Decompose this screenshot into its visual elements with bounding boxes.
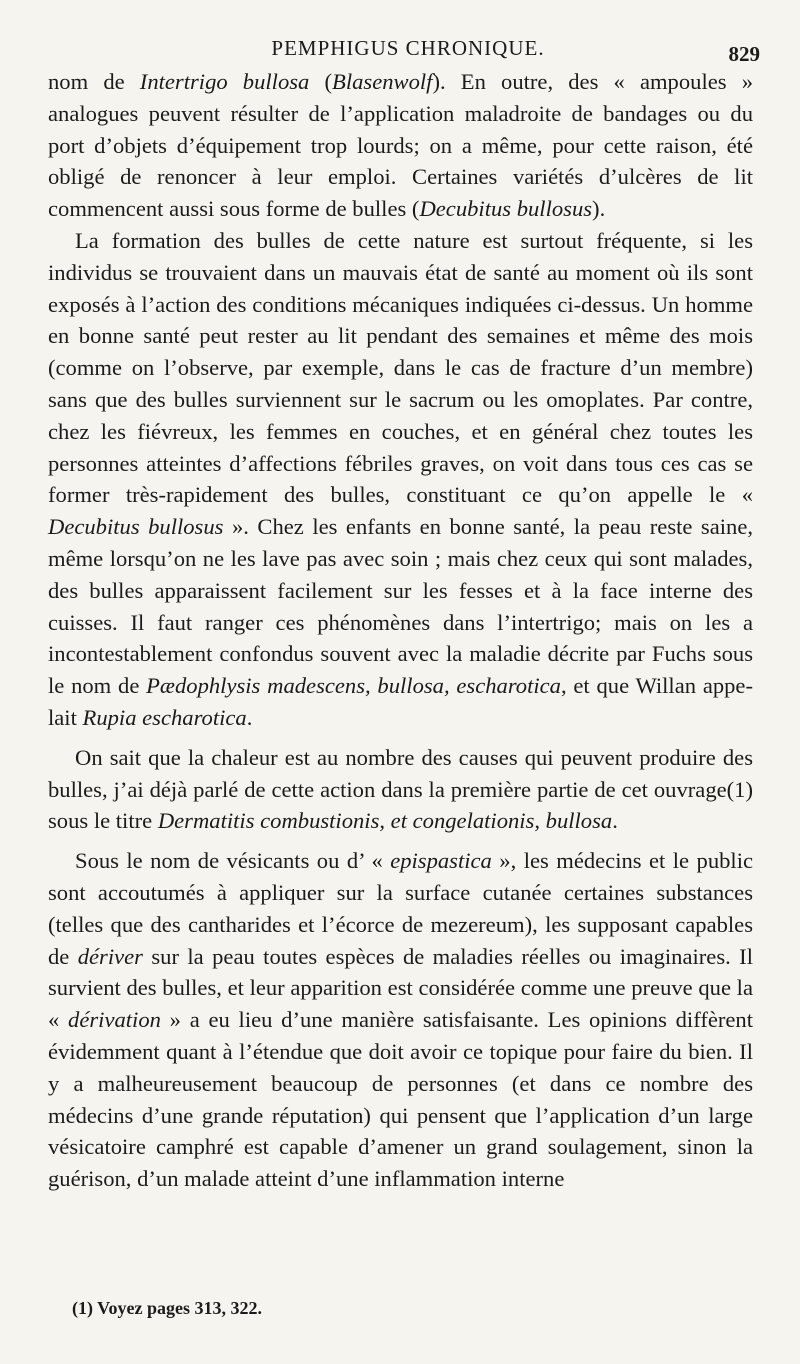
text-run: ». Chez les enfants en bonne santé, la peau reste saine, même lorsqu’on ne les lave pas avec soin ; mais chez ceux qui sont malades, des bulles apparaissent facilement sur les fesses et à la face interne des cuisses. Il faut ranger ces phénomènes dans l’intertrigo; mais on les a incontestablement confondus souvent avec la maladie décrite par Fuchs sous le nom de xyxy=(48,514,753,699)
italic-term: epispastica xyxy=(390,848,492,874)
text-run: On sait que la chaleur est au nombre des causes qui peuvent produire des bulles, j’ai déjà parlé de cette action dans la première partie de cet ouvrage(1) sous le titre xyxy=(48,744,753,834)
text-run: . xyxy=(246,704,253,730)
italic-term: Pædophlysis madescens, bullosa, escharotica xyxy=(146,673,561,699)
text-run: ). xyxy=(592,196,606,222)
text-run: Sous le nom de vésicants ou d’ « xyxy=(75,848,391,874)
text-run: sur la peau toutes espèces de maladies réelles ou imaginaires. Il survient des bulles, et leur apparition est considérée comme une preuve que la « xyxy=(48,943,753,1033)
italic-term: Rupia escharotica xyxy=(82,704,247,730)
text-run: ). En outre, des « ampoules » analogues peuvent résulter de l’application maladroite de bandages ou du port d’objets d’équipement trop lourds; on a même, pour cette raison, été obligé de renoncer à leur emploi. Certaines variétés d’ulcères de lit commencent aussi sous forme de bulles ( xyxy=(48,69,753,222)
text-run: La formation des bulles de cette nature est surtout fréquente, si les individus se trouvaient dans un mauvais état de santé au moment où ils sont exposés à l’action des conditions mécaniques indiquées ci-dessus. Un homme en bonne santé peut rester au lit pendant des semaines et même des mois (comme on l’observe, par exemple, dans le cas de fracture d’un membre) sans que des bulles surviennent sur le sacrum ou les omoplates. Par contre, chez les fiévreux, les femmes en couches, et en général chez toutes les personnes atteintes d’affections fébriles graves, on voit dans tous ces cas se former très-rapidement des bulles, constituant ce qu’on appelle le « xyxy=(48,227,753,508)
page-number: 829 xyxy=(728,42,760,66)
text-run: » a eu lieu d’une manière satisfaisante. Les opinions diffèrent évidemment quant à l’étendue que doit avoir ce topique pour faire du bien. Il y a malheureusement beaucoup de personnes (et dans ce nombre des médecins d’une grande réputation) qui pensent que l’application d’un large vésicatoire camphré est capable d’amener un grand soulagement, sinon la guérison, d’un malade atteint d’une inflammation interne xyxy=(48,1007,753,1192)
italic-term: Decubitus bullosus xyxy=(48,514,224,540)
paragraph xyxy=(48,225,753,734)
text-run: ( xyxy=(309,69,333,94)
text-run: , et que Willan appelait xyxy=(48,673,753,730)
italic-term: Dermatitis combustionis, et congelationis, bullosa xyxy=(157,808,613,834)
text-run: . xyxy=(612,808,618,834)
italic-term: dérivation xyxy=(68,1007,161,1033)
paragraph xyxy=(48,742,753,837)
text-run: », les médecins et le public sont accoutumés à appliquer sur la surface cutanée certaines substances (telles que des cantharides et l’écorce de mezereum), les supposant capables de xyxy=(48,848,753,969)
body-text xyxy=(48,66,753,1195)
italic-term: dériver xyxy=(77,943,143,969)
italic-term: Blasenwolf xyxy=(332,69,433,94)
page-header xyxy=(46,32,770,66)
paragraph xyxy=(48,66,753,225)
running-title: PEMPHIGUS CHRONIQUE. xyxy=(271,36,545,60)
italic-term: Intertrigo bullosa xyxy=(139,69,310,94)
footnote: (1) Voyez pages 313, 322. xyxy=(72,1298,262,1318)
italic-term: Decubitus bullosus xyxy=(419,196,593,222)
paragraph xyxy=(48,845,753,1195)
text-run: nom de xyxy=(48,69,140,94)
